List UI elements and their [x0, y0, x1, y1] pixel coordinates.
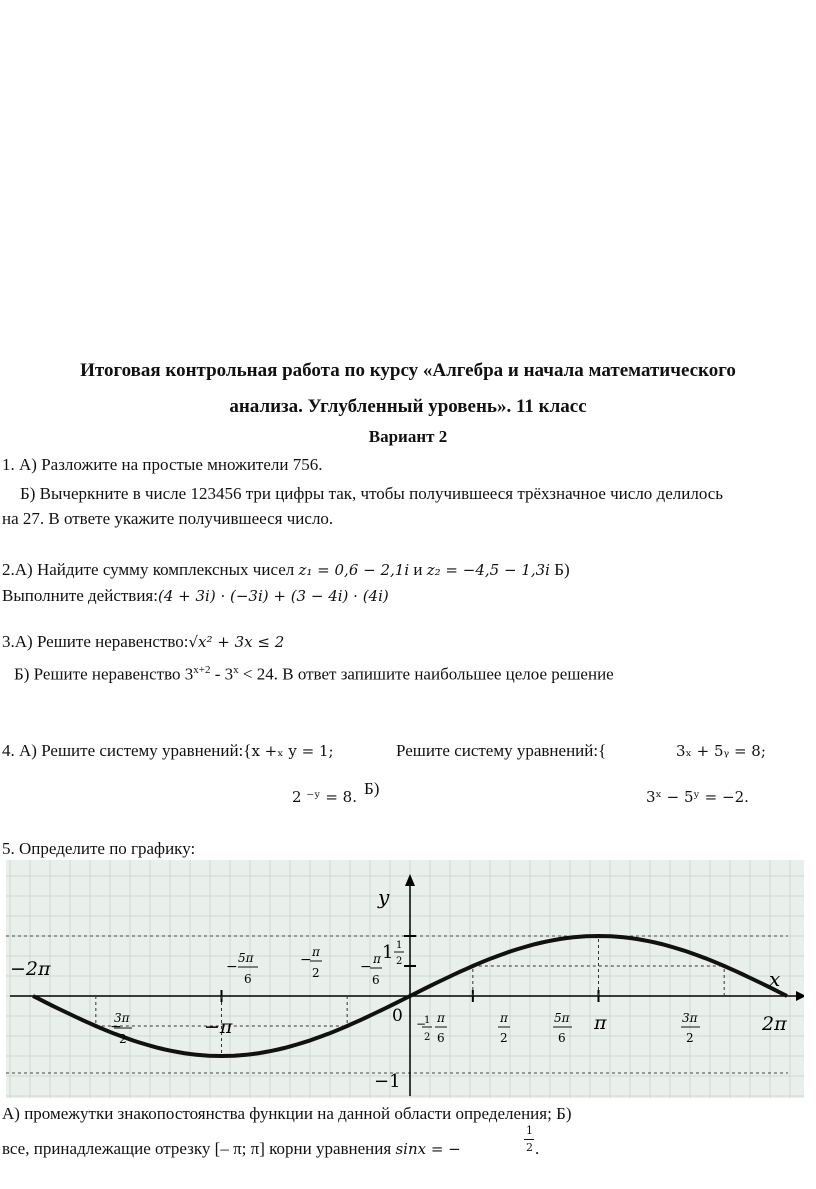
q2-z2: z₂ = −4,5 − 1,3i	[426, 561, 550, 579]
tick-mpi6-den: 6	[372, 973, 380, 987]
q2-b-label: Б)	[549, 560, 570, 579]
question-3b	[14, 660, 614, 685]
label-one: 1	[382, 942, 394, 963]
tick-m5pi6-minus: −	[226, 959, 238, 975]
q3b-p3: < 24. В ответ запишите наибольшее целое решение	[238, 664, 614, 684]
curve-point	[535, 944, 536, 945]
q2-and: и	[409, 560, 427, 579]
q2-prefix: 2.А) Найдите сумму комплексных чисел	[2, 560, 299, 579]
tick-3pi2-num: 3π	[682, 1011, 698, 1025]
label-2pi: 2π	[762, 1013, 787, 1035]
curve-point	[158, 1047, 159, 1048]
tick-5pi6-den: 6	[558, 1031, 566, 1045]
tick-3pi2-den: 2	[686, 1031, 694, 1045]
tick-pi2-den: 2	[500, 1031, 508, 1045]
tick-mpi2-den: 2	[312, 966, 320, 980]
q4-left-eq2: 2 ⁻ʸ = 8.	[292, 788, 357, 806]
tick-mpi6-minus: −	[360, 959, 372, 975]
q4-right-eq1: 3ₓ + 5ᵧ = 8;	[676, 742, 766, 760]
half-den: 2	[396, 956, 403, 967]
q3b-p2: - 3	[210, 664, 234, 684]
sine-graph	[6, 860, 804, 1098]
q4-b-label: Б)	[364, 779, 380, 798]
curve-point	[284, 1047, 285, 1048]
half-num: 1	[396, 940, 403, 951]
title-line-1: Итоговая контрольная работа по курсу «Алгебра и начала математического	[80, 360, 736, 381]
q4-right-eq2: 3ˣ − 5ʸ = −2.	[646, 788, 749, 806]
curve-point	[598, 936, 599, 937]
question-4b	[396, 741, 606, 761]
curve-point	[724, 966, 725, 967]
q4-left-prefix: 4. А) Решите систему уравнений:{	[2, 741, 252, 760]
question-5b	[2, 1139, 461, 1159]
tick-pi6-num: π	[437, 1011, 445, 1025]
q5b-equation: sinx = −	[395, 1140, 461, 1158]
variant-label: Вариант 2	[368, 427, 448, 446]
q3a-expression: √x² + 3x ≤ 2	[188, 633, 285, 651]
q5b-frac-bar	[524, 1139, 534, 1140]
tick-pi6-den: 6	[437, 1031, 445, 1045]
tick-m5pi6-num: 5π	[238, 951, 254, 965]
tick-m3pi2-num: 3π	[114, 1011, 130, 1025]
curve-point	[410, 996, 411, 997]
q4-right-prefix: Решите систему уравнений:{	[396, 741, 607, 760]
question-2a	[2, 560, 570, 580]
x-axis-label: x	[769, 967, 781, 991]
question-1b-line-1: Б) Вычеркните в числе 123456 три цифры так, чтобы получившееся трёхзначное число делилось	[20, 484, 724, 503]
question-1a: 1. А) Разложите на простые множители 756.	[2, 455, 323, 474]
curve-point	[32, 996, 33, 997]
tick-m5pi6-den: 6	[244, 972, 252, 986]
q2b-expression: (4 + 3i) · (−3i) + (3 − 4i) · (4i)	[157, 587, 389, 605]
q3b-exp1: x+2	[193, 664, 211, 676]
curve-point	[661, 944, 662, 945]
curve-point	[221, 1056, 222, 1057]
question-5a: А) промежутки знакопостоянства функции на данной области определения; Б)	[2, 1104, 572, 1123]
label-minus-pi: −π	[204, 1016, 233, 1038]
minus-half-sign: −	[416, 1017, 427, 1031]
q5b-frac-num: 1	[526, 1124, 533, 1137]
question-1b-line-2: на 27. В ответе укажите получившееся число.	[2, 509, 334, 528]
question-4a	[2, 741, 334, 761]
title-line-2: анализа. Углубленный уровень». 11 класс	[229, 396, 587, 417]
q3a-prefix: 3.А) Решите неравенство:	[2, 632, 189, 651]
q5b-end: .	[535, 1139, 540, 1158]
question-2b	[2, 586, 389, 606]
label-minus-2pi: −2π	[10, 958, 51, 980]
curve-point	[347, 1026, 348, 1027]
label-zero: 0	[392, 1006, 403, 1026]
q2-z1: z₁ = 0,6 − 2,1i	[298, 561, 410, 579]
question-5: 5. Определите по графику:	[2, 839, 196, 858]
q3b-p1: Б) Решите неравенство 3	[14, 664, 194, 684]
tick-m3pi2-den: 2	[119, 1032, 127, 1046]
tick-mpi6-num: π	[373, 952, 381, 966]
label-pi: π	[594, 1012, 607, 1034]
minus-half-den: 2	[424, 1032, 431, 1043]
q4-left-eq1: x +ₓ y = 1;	[251, 742, 334, 760]
y-axis-label: y	[378, 885, 390, 909]
minus-half-num: 1	[424, 1015, 431, 1026]
tick-5pi6-num: 5π	[554, 1011, 570, 1025]
q2b-prefix: Выполните действия:	[2, 586, 158, 605]
q3b-exp2: x	[233, 664, 239, 676]
q5b-frac-den: 2	[526, 1141, 533, 1154]
curve-point	[95, 1026, 96, 1027]
curve-point	[787, 996, 788, 997]
q5b-prefix: все, принадлежащие отрезку [– π; π] корни уравнения	[2, 1139, 396, 1158]
curve-point	[472, 966, 473, 967]
tick-pi2-num: π	[500, 1011, 508, 1025]
tick-m3pi2-minus: −	[110, 1019, 122, 1035]
label-minus-one: −1	[374, 1071, 401, 1092]
question-3a	[2, 632, 284, 652]
tick-mpi2-num: π	[312, 945, 320, 959]
tick-mpi2-minus: −	[300, 952, 312, 968]
